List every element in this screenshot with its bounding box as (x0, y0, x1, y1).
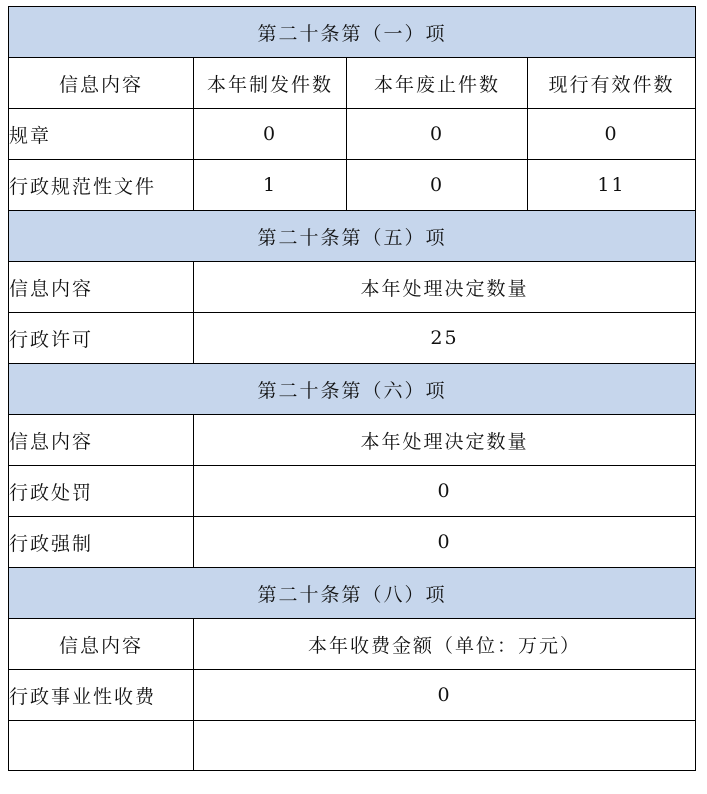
section-header-row (9, 7, 696, 58)
abolished-count: 0 (347, 109, 528, 160)
empty-cell (9, 721, 194, 771)
column-header-decisions: 本年处理决定数量 (194, 415, 696, 466)
section-header: 第二十条第（一）项 (9, 7, 696, 58)
table-row (9, 313, 696, 364)
column-header-row (9, 58, 696, 109)
abolished-count: 0 (347, 160, 528, 211)
row-label: 规章 (9, 109, 194, 160)
row-label: 行政强制 (9, 517, 194, 568)
column-header-issued: 本年制发件数 (194, 58, 347, 109)
table-row (9, 670, 696, 721)
column-header-row (9, 415, 696, 466)
row-label: 行政规范性文件 (9, 160, 194, 211)
section-header-row (9, 364, 696, 415)
issued-count: 1 (194, 160, 347, 211)
row-label: 行政许可 (9, 313, 194, 364)
decision-count: 25 (194, 313, 696, 364)
column-header-info: 信息内容 (9, 58, 194, 109)
column-header-decisions: 本年处理决定数量 (194, 262, 696, 313)
column-header-row (9, 262, 696, 313)
disclosure-table (8, 6, 696, 771)
issued-count: 0 (194, 109, 347, 160)
section-header: 第二十条第（八）项 (9, 568, 696, 619)
section-header-row (9, 211, 696, 262)
section-header: 第二十条第（六）项 (9, 364, 696, 415)
column-header-valid: 现行有效件数 (528, 58, 696, 109)
column-header-info: 信息内容 (9, 262, 194, 313)
column-header-row (9, 619, 696, 670)
decision-count: 0 (194, 517, 696, 568)
empty-row (9, 721, 696, 771)
table-row (9, 109, 696, 160)
valid-count: 11 (528, 160, 696, 211)
section-header: 第二十条第（五）项 (9, 211, 696, 262)
table-row (9, 466, 696, 517)
fee-amount: 0 (194, 670, 696, 721)
column-header-info: 信息内容 (9, 619, 194, 670)
row-label: 行政处罚 (9, 466, 194, 517)
valid-count: 0 (528, 109, 696, 160)
row-label: 行政事业性收费 (9, 670, 194, 721)
decision-count: 0 (194, 466, 696, 517)
empty-cell (194, 721, 696, 771)
column-header-abolished: 本年废止件数 (347, 58, 528, 109)
table-row (9, 160, 696, 211)
column-header-fee-amount: 本年收费金额（单位：万元） (194, 619, 696, 670)
table-row (9, 517, 696, 568)
section-header-row (9, 568, 696, 619)
column-header-info: 信息内容 (9, 415, 194, 466)
